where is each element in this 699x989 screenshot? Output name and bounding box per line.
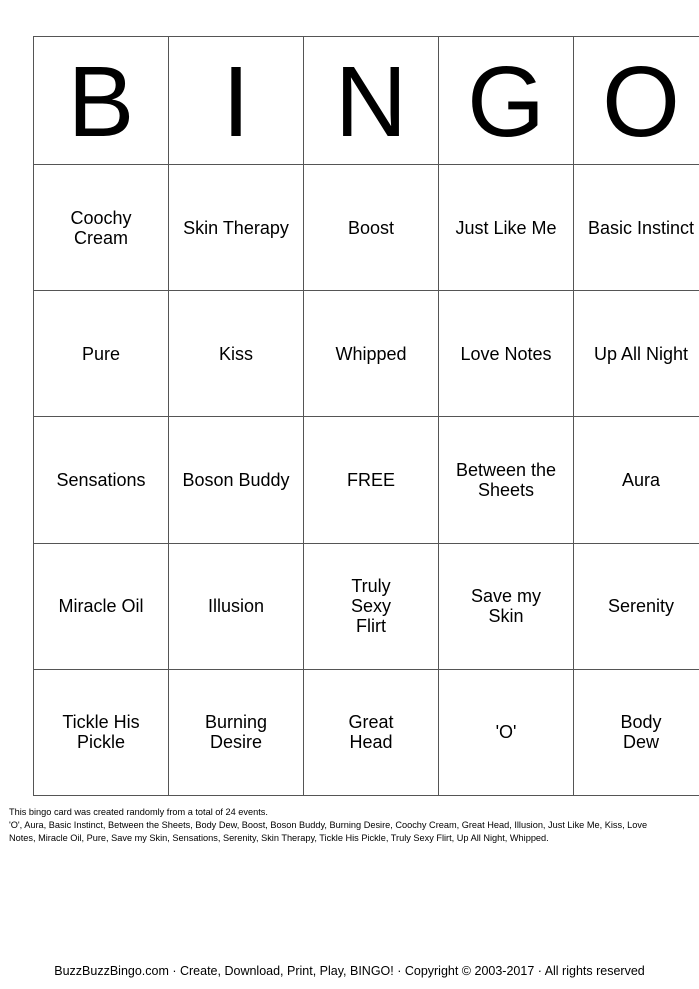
cell-label: Body Dew (620, 712, 662, 753)
cell-label: Burning Desire (204, 712, 268, 753)
card-cell (574, 291, 699, 417)
card-row (34, 543, 699, 669)
card-cell (169, 417, 304, 543)
card-info (9, 806, 669, 845)
cell-label: Skin Therapy (183, 217, 289, 238)
card-row (34, 165, 699, 291)
footer-copyright: BuzzBuzzBingo.com · Create, Download, Print, Play, BINGO! · Copyright © 2003-2017 · All rights reserved (54, 964, 645, 978)
card-cell (34, 291, 169, 417)
card-cell (304, 291, 439, 417)
cell-label: Tickle His Pickle (62, 712, 140, 753)
card-cell (34, 543, 169, 669)
header-letter-i: I (169, 37, 304, 165)
card-cell (439, 417, 574, 543)
cell-label: Truly Sexy Flirt (350, 576, 392, 637)
card-cell (169, 291, 304, 417)
cell-label: Sensations (56, 470, 146, 491)
card-cell (169, 543, 304, 669)
card-cell (439, 543, 574, 669)
free-space-label: FREE (346, 470, 395, 491)
card-cell (304, 543, 439, 669)
cell-label: Love Notes (460, 343, 552, 364)
card-cell (574, 417, 699, 543)
header-row (34, 37, 699, 165)
card-cell (439, 165, 574, 291)
cell-label: Illusion (207, 596, 265, 617)
card-cell (574, 669, 699, 795)
header-letter-n: N (304, 37, 439, 165)
card-cell (34, 417, 169, 543)
card-cell (304, 669, 439, 795)
header-letter-b: B (34, 37, 169, 165)
card-info-event-list: 'O', Aura, Basic Instinct, Between the Sheets, Body Dew, Boost, Boson Buddy, Burning Desire, Coochy Cream, Great Head, Illusion, Just Like Me, Kiss, Love Notes, Miracle Oil, Pure, Save my Skin, Sensations, Serenity, Skin Therapy, Tickle His Pickle, Truly Sexy Flirt, Up All Night, Whipped. (9, 820, 648, 843)
cell-label: Up All Night (593, 343, 689, 364)
cell-label: Serenity (607, 596, 675, 617)
card-cell (439, 291, 574, 417)
card-cell (34, 669, 169, 795)
cell-label: Kiss (218, 343, 253, 364)
cell-label: Aura (621, 470, 661, 491)
cell-label: Save my Skin (470, 586, 542, 627)
card-cell (169, 669, 304, 795)
header-letter-o: O (574, 37, 699, 165)
cell-label: Basic Instinct (587, 217, 695, 238)
cell-label: Boson Buddy (182, 470, 290, 491)
cell-label: Whipped (335, 343, 407, 364)
card-cell (304, 165, 439, 291)
cell-label: 'O' (495, 722, 517, 743)
cell-label: Just Like Me (455, 217, 557, 238)
cell-label: Great Head (348, 712, 394, 753)
cell-label: Miracle Oil (58, 596, 144, 617)
card-cell (574, 543, 699, 669)
card-row (34, 669, 699, 795)
card-cell (574, 165, 699, 291)
cell-label: Pure (81, 343, 121, 364)
bingo-card (33, 36, 699, 796)
header-letter-g: G (439, 37, 574, 165)
card-info-summary: This bingo card was created randomly from a total of 24 events. (9, 807, 268, 817)
card-cell (169, 165, 304, 291)
card-cell (34, 165, 169, 291)
cell-label: Coochy Cream (70, 207, 132, 248)
card-cell (439, 669, 574, 795)
free-space-cell (304, 417, 439, 543)
card-row (34, 417, 699, 543)
cell-label: Between the Sheets (455, 460, 557, 501)
card-row (34, 291, 699, 417)
cell-label: Boost (347, 217, 395, 238)
